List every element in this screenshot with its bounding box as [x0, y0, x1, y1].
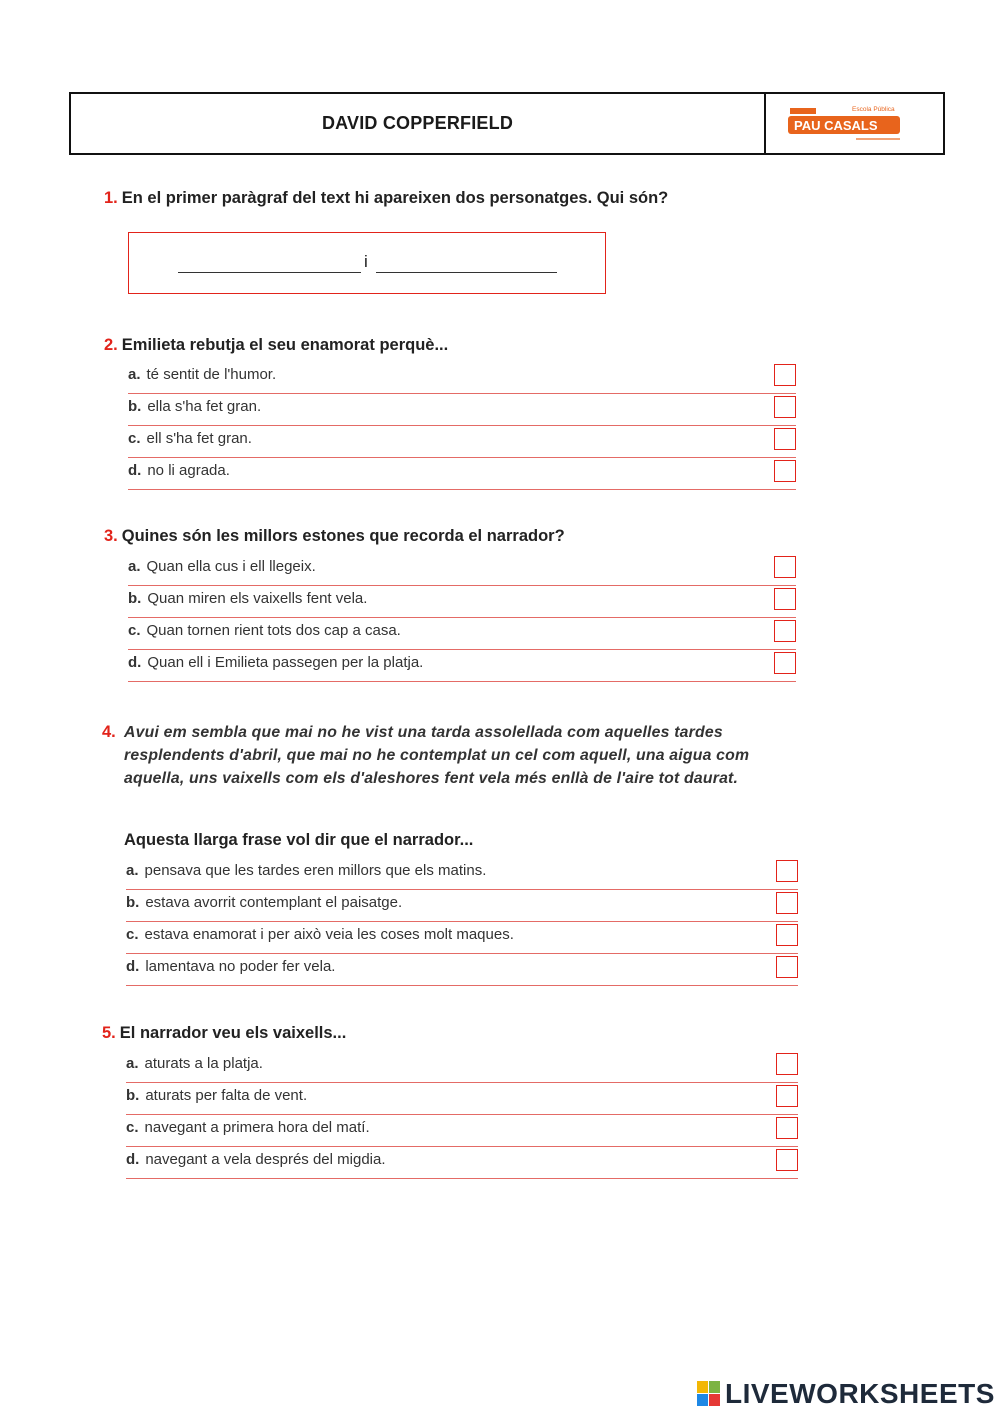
q1-number: 1. — [104, 189, 118, 207]
option-label — [126, 926, 514, 943]
option-text: ell s'ha fet gran. — [146, 430, 252, 447]
option-text: navegant a primera hora del matí. — [144, 1119, 370, 1136]
q2-option-a — [128, 362, 796, 394]
option-letter: c. — [128, 430, 141, 447]
q4-option-d — [126, 954, 798, 986]
q3-checkbox-d[interactable] — [774, 652, 796, 674]
option-label — [128, 462, 230, 479]
option-letter: b. — [128, 398, 142, 415]
q2-checkbox-c[interactable] — [774, 428, 796, 450]
q3-title — [104, 527, 565, 546]
svg-text:Escola Pública: Escola Pública — [852, 106, 895, 113]
option-label — [126, 1087, 307, 1104]
q2-option-d — [128, 458, 796, 490]
option-text: ella s'ha fet gran. — [147, 398, 262, 415]
q4-checkbox-b[interactable] — [776, 892, 798, 914]
option-label — [126, 862, 486, 879]
school-logo — [766, 94, 943, 153]
q3-checkbox-b[interactable] — [774, 588, 796, 610]
q4-option-b — [126, 890, 798, 922]
q3-option-d — [128, 650, 796, 682]
q2-checkbox-d[interactable] — [774, 460, 796, 482]
q4-subtitle: Aquesta llarga frase vol dir que el narrador... — [124, 831, 474, 849]
option-label — [126, 1119, 370, 1136]
q4-checkbox-a[interactable] — [776, 860, 798, 882]
option-text: aturats per falta de vent. — [145, 1087, 308, 1104]
option-text: pensava que les tardes eren millors que els matins. — [144, 862, 487, 879]
q1-blank-2[interactable] — [376, 272, 557, 273]
option-text: Quan ell i Emilieta passegen per la platja. — [147, 654, 424, 671]
q3-number: 3. — [104, 527, 118, 545]
q5-option-b — [126, 1083, 798, 1115]
option-label — [128, 366, 276, 383]
q3-option-c — [128, 618, 796, 650]
q2-option-c — [128, 426, 796, 458]
option-text: lamentava no poder fer vela. — [145, 958, 336, 975]
option-text: Quan miren els vaixells fent vela. — [147, 590, 368, 607]
option-letter: a. — [126, 1055, 139, 1072]
option-letter: a. — [128, 366, 141, 383]
q4-checkbox-c[interactable] — [776, 924, 798, 946]
q5-option-d — [126, 1147, 798, 1179]
q5-option-a — [126, 1051, 798, 1083]
option-letter: d. — [126, 958, 140, 975]
q4-number: 4. — [102, 723, 116, 741]
option-label — [126, 1151, 386, 1168]
option-letter: a. — [128, 558, 141, 575]
option-letter: c. — [126, 926, 139, 943]
svg-text:PAU CASALS: PAU CASALS — [794, 118, 878, 133]
q2-title — [104, 336, 448, 355]
q3-option-a — [128, 554, 796, 586]
q2-text: Emilieta rebutja el seu enamorat perquè... — [121, 336, 449, 354]
worksheet-header — [69, 92, 945, 155]
q2-option-b — [128, 394, 796, 426]
option-text: estava enamorat i per això veia les coses molt maques. — [144, 926, 514, 943]
option-label — [126, 958, 335, 975]
school-logo-icon — [786, 100, 911, 148]
q1-blank-1[interactable] — [178, 272, 361, 273]
q4-checkbox-d[interactable] — [776, 956, 798, 978]
q2-number: 2. — [104, 336, 118, 354]
liveworksheets-brand — [697, 1377, 995, 1411]
option-text: Quan ella cus i ell llegeix. — [146, 558, 316, 575]
option-text: estava avorrit contemplant el paisatge. — [145, 894, 403, 911]
q5-title — [102, 1024, 346, 1043]
q5-text: El narrador veu els vaixells... — [119, 1024, 347, 1042]
option-letter: c. — [126, 1119, 139, 1136]
q3-checkbox-c[interactable] — [774, 620, 796, 642]
q4-option-c — [126, 922, 798, 954]
option-label — [128, 398, 261, 415]
q2-checkbox-b[interactable] — [774, 396, 796, 418]
q5-option-c — [126, 1115, 798, 1147]
worksheet-title: DAVID COPPERFIELD — [71, 94, 766, 153]
option-text: no li agrada. — [147, 462, 230, 479]
option-label — [126, 1055, 263, 1072]
option-text: navegant a vela després del migdia. — [145, 1151, 386, 1168]
option-letter: d. — [128, 462, 142, 479]
q3-option-b — [128, 586, 796, 618]
option-label — [128, 430, 252, 447]
option-letter: d. — [126, 1151, 140, 1168]
q5-checkbox-a[interactable] — [776, 1053, 798, 1075]
q5-checkbox-c[interactable] — [776, 1117, 798, 1139]
q3-text: Quines són les millors estones que recorda el narrador? — [121, 527, 565, 545]
option-label — [128, 590, 367, 607]
brand-wordmark: LIVEWORKSHEETS — [725, 1378, 995, 1409]
option-letter: d. — [128, 654, 142, 671]
q3-checkbox-a[interactable] — [774, 556, 796, 578]
q1-title — [104, 189, 668, 208]
option-text: aturats a la platja. — [144, 1055, 263, 1072]
option-letter: b. — [126, 894, 140, 911]
q4-quote: Avui em sembla que mai no he vist una tarda assolellada com aquelles tardes resplendents d'abril, que mai no he contemplat un cel com aquell, una aigua com aquella, uns vaixells com els d'aleshores fent vela més enllà de l'aire tot daurat. — [124, 724, 750, 787]
q5-checkbox-d[interactable] — [776, 1149, 798, 1171]
liveworksheets-logo-icon — [697, 1381, 721, 1407]
option-letter: b. — [128, 590, 142, 607]
option-label — [128, 654, 423, 671]
q1-text: En el primer paràgraf del text hi apareixen dos personatges. Qui són? — [121, 189, 669, 207]
q4-option-a — [126, 858, 798, 890]
option-text: té sentit de l'humor. — [146, 366, 277, 383]
option-letter: c. — [128, 622, 141, 639]
option-label — [126, 894, 402, 911]
option-text: Quan tornen rient tots dos cap a casa. — [146, 622, 401, 639]
option-label — [128, 558, 316, 575]
q1-separator: i — [364, 252, 368, 271]
q5-checkbox-b[interactable] — [776, 1085, 798, 1107]
option-letter: b. — [126, 1087, 140, 1104]
option-label — [128, 622, 401, 639]
q2-checkbox-a[interactable] — [774, 364, 796, 386]
q5-number: 5. — [102, 1024, 116, 1042]
option-letter: a. — [126, 862, 139, 879]
